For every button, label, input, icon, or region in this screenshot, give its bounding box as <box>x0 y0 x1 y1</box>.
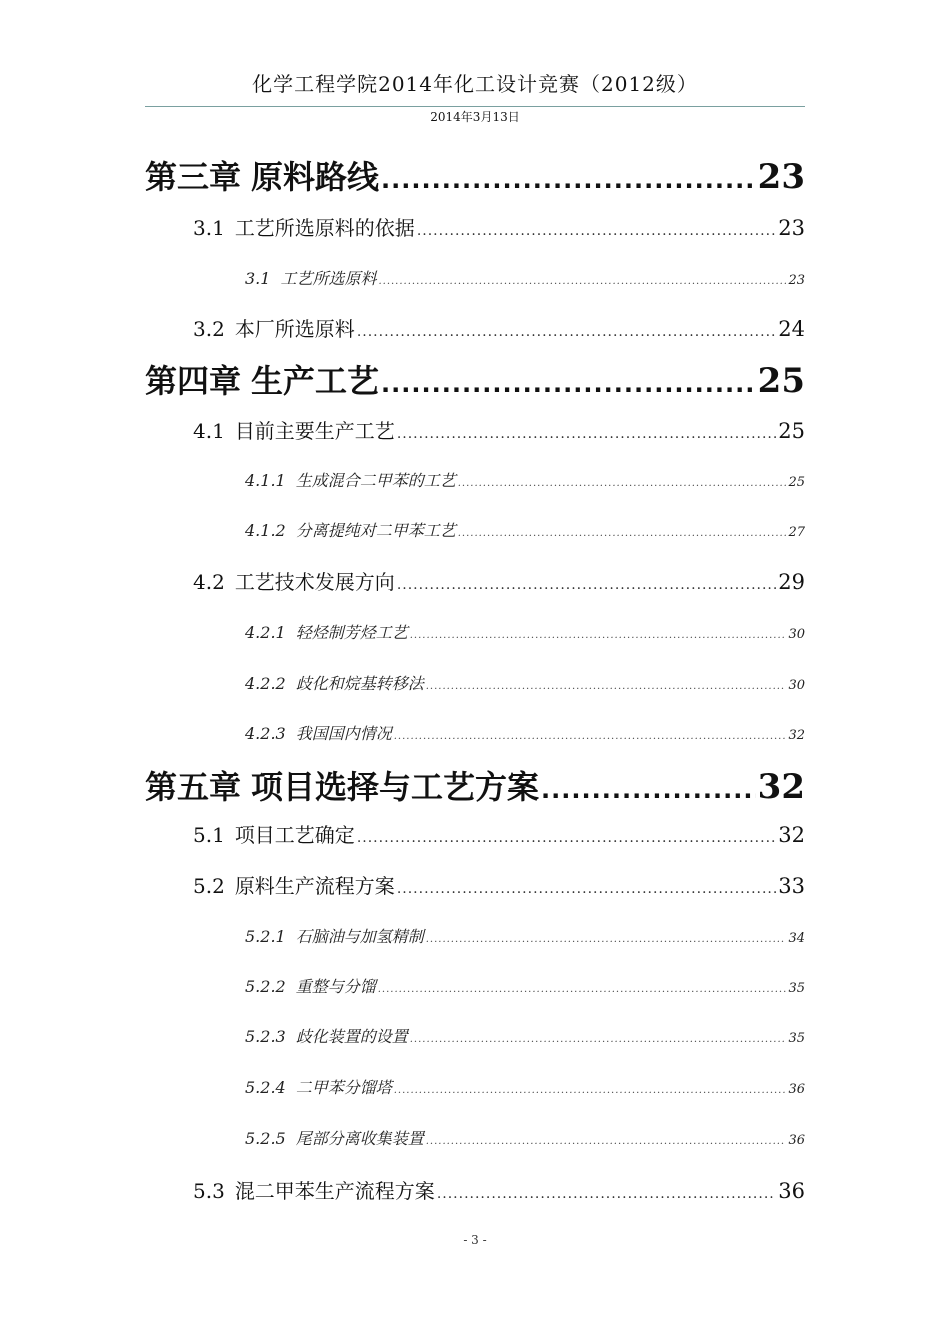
toc-title: 生成混合二甲苯的工艺 <box>295 471 456 490</box>
dot-leader <box>378 276 786 287</box>
toc-title: 二甲苯分馏塔 <box>295 1078 392 1097</box>
toc-page-number: 25 <box>778 419 805 443</box>
toc-chapter-4[interactable] <box>145 356 805 402</box>
toc-title: 尾部分离收集装置 <box>295 1129 424 1148</box>
toc-number: 5.2.3 <box>245 1027 286 1046</box>
toc-page-number: 32 <box>778 823 805 847</box>
toc-page-number: 32 <box>757 767 805 807</box>
toc-subsection-4-2-2[interactable] <box>245 671 805 694</box>
toc-chapter-3[interactable] <box>145 152 805 198</box>
toc-number: 5.1 <box>193 823 225 847</box>
toc-section-4-2[interactable] <box>193 566 805 595</box>
dot-leader <box>381 370 756 398</box>
toc-page-number: 35 <box>788 1031 805 1046</box>
toc-subsection-5-2-5[interactable] <box>245 1126 805 1149</box>
toc-title: 工艺所选原料的依据 <box>234 216 415 240</box>
page-header-date: 2014年3月13日 <box>430 110 520 124</box>
toc-title: 歧化和烷基转移法 <box>295 674 424 693</box>
dot-leader <box>397 426 776 442</box>
page-header-title: 化学工程学院2014年化工设计竞赛（2012级） <box>252 72 698 96</box>
toc-number: 4.2.2 <box>245 674 286 693</box>
toc-subsection-5-2-4[interactable] <box>245 1075 805 1098</box>
toc-page-number: 29 <box>778 570 805 594</box>
dot-leader <box>458 478 787 489</box>
dot-leader <box>381 166 756 194</box>
toc-title: 本厂所选原料 <box>234 317 355 341</box>
toc-number: 3.2 <box>193 317 225 341</box>
page-number-footer: - 3 - <box>463 1233 487 1247</box>
dot-leader <box>394 1085 787 1096</box>
dot-leader <box>458 528 787 539</box>
toc-number: 3.1 <box>193 216 225 240</box>
dot-leader <box>410 630 787 641</box>
toc-title: 工艺技术发展方向 <box>234 570 395 594</box>
toc-subsection-3-1[interactable] <box>245 266 805 289</box>
toc-number: 第三章 <box>145 158 242 196</box>
toc-page-number: 23 <box>778 216 805 240</box>
toc-page-number: 32 <box>788 728 805 743</box>
toc-number: 4.1.1 <box>245 471 286 490</box>
toc-title: 分离提纯对二甲苯工艺 <box>295 521 456 540</box>
dot-leader <box>394 731 787 742</box>
toc-number: 第四章 <box>145 362 242 400</box>
dot-leader <box>417 223 776 239</box>
toc-section-3-2[interactable] <box>193 313 805 342</box>
toc-subsection-4-1-2[interactable] <box>245 518 805 541</box>
toc-number: 5.3 <box>193 1179 225 1203</box>
toc-subsection-5-2-1[interactable] <box>245 924 805 947</box>
toc-number: 4.2.1 <box>245 623 286 642</box>
toc-title: 目前主要生产工艺 <box>234 419 395 443</box>
toc-chapter-5[interactable] <box>145 762 805 808</box>
toc-title: 我国国内情况 <box>295 724 392 743</box>
toc-page-number: 36 <box>788 1082 805 1097</box>
toc-number: 第五章 <box>145 768 242 806</box>
toc-number: 5.2.4 <box>245 1078 286 1097</box>
dot-leader <box>410 1034 787 1045</box>
toc-number: 3.1 <box>245 269 271 288</box>
toc-page-number: 23 <box>757 157 805 197</box>
toc-section-3-1[interactable] <box>193 212 805 241</box>
toc-title: 工艺所选原料 <box>280 269 377 288</box>
toc-subsection-5-2-2[interactable] <box>245 974 805 997</box>
dot-leader <box>426 1136 787 1147</box>
toc-title: 混二甲苯生产流程方案 <box>234 1179 435 1203</box>
toc-page-number: 36 <box>788 1133 805 1148</box>
dot-leader <box>378 984 787 995</box>
toc-section-4-1[interactable] <box>193 415 805 444</box>
toc-subsection-4-1-1[interactable] <box>245 468 805 491</box>
toc-title: 重整与分馏 <box>295 977 376 996</box>
dot-leader <box>397 577 776 593</box>
toc-page-number: 25 <box>757 361 805 401</box>
toc-number: 4.2 <box>193 570 225 594</box>
toc-title: 生产工艺 <box>251 362 380 400</box>
dot-leader <box>541 776 756 804</box>
toc-title: 原料生产流程方案 <box>234 874 395 898</box>
toc-page-number: 36 <box>778 1179 805 1203</box>
toc-number: 5.2 <box>193 874 225 898</box>
dot-leader <box>426 681 787 692</box>
dot-leader <box>357 324 776 340</box>
toc-section-5-2[interactable] <box>193 870 805 899</box>
toc-subsection-4-2-1[interactable] <box>245 620 805 643</box>
toc-title: 石脑油与加氢精制 <box>295 927 424 946</box>
toc-page-number: 34 <box>788 931 805 946</box>
toc-number: 4.1.2 <box>245 521 286 540</box>
toc-number: 5.2.1 <box>245 927 286 946</box>
toc-subsection-5-2-3[interactable] <box>245 1024 805 1047</box>
toc-page-number: 23 <box>788 273 805 288</box>
toc-title: 歧化装置的设置 <box>295 1027 408 1046</box>
toc-number: 4.1 <box>193 419 225 443</box>
header-divider <box>145 106 805 107</box>
toc-number: 5.2.2 <box>245 977 286 996</box>
toc-title: 原料路线 <box>251 158 380 196</box>
dot-leader <box>437 1186 776 1202</box>
toc-page-number: 30 <box>788 627 805 642</box>
toc-page-number: 25 <box>788 475 805 490</box>
dot-leader <box>357 830 776 846</box>
toc-page-number: 27 <box>788 525 805 540</box>
toc-section-5-1[interactable] <box>193 819 805 848</box>
toc-page-number: 30 <box>788 678 805 693</box>
toc-page-number: 24 <box>778 317 805 341</box>
dot-leader <box>397 881 776 897</box>
toc-page-number: 35 <box>788 981 805 996</box>
toc-page-number: 33 <box>778 874 805 898</box>
toc-section-5-3[interactable] <box>193 1175 805 1204</box>
toc-number: 4.2.3 <box>245 724 286 743</box>
toc-title: 项目工艺确定 <box>234 823 355 847</box>
dot-leader <box>426 934 787 945</box>
toc-subsection-4-2-3[interactable] <box>245 721 805 744</box>
toc-title: 项目选择与工艺方案 <box>251 768 540 806</box>
toc-title: 轻烃制芳烃工艺 <box>295 623 408 642</box>
toc-number: 5.2.5 <box>245 1129 286 1148</box>
